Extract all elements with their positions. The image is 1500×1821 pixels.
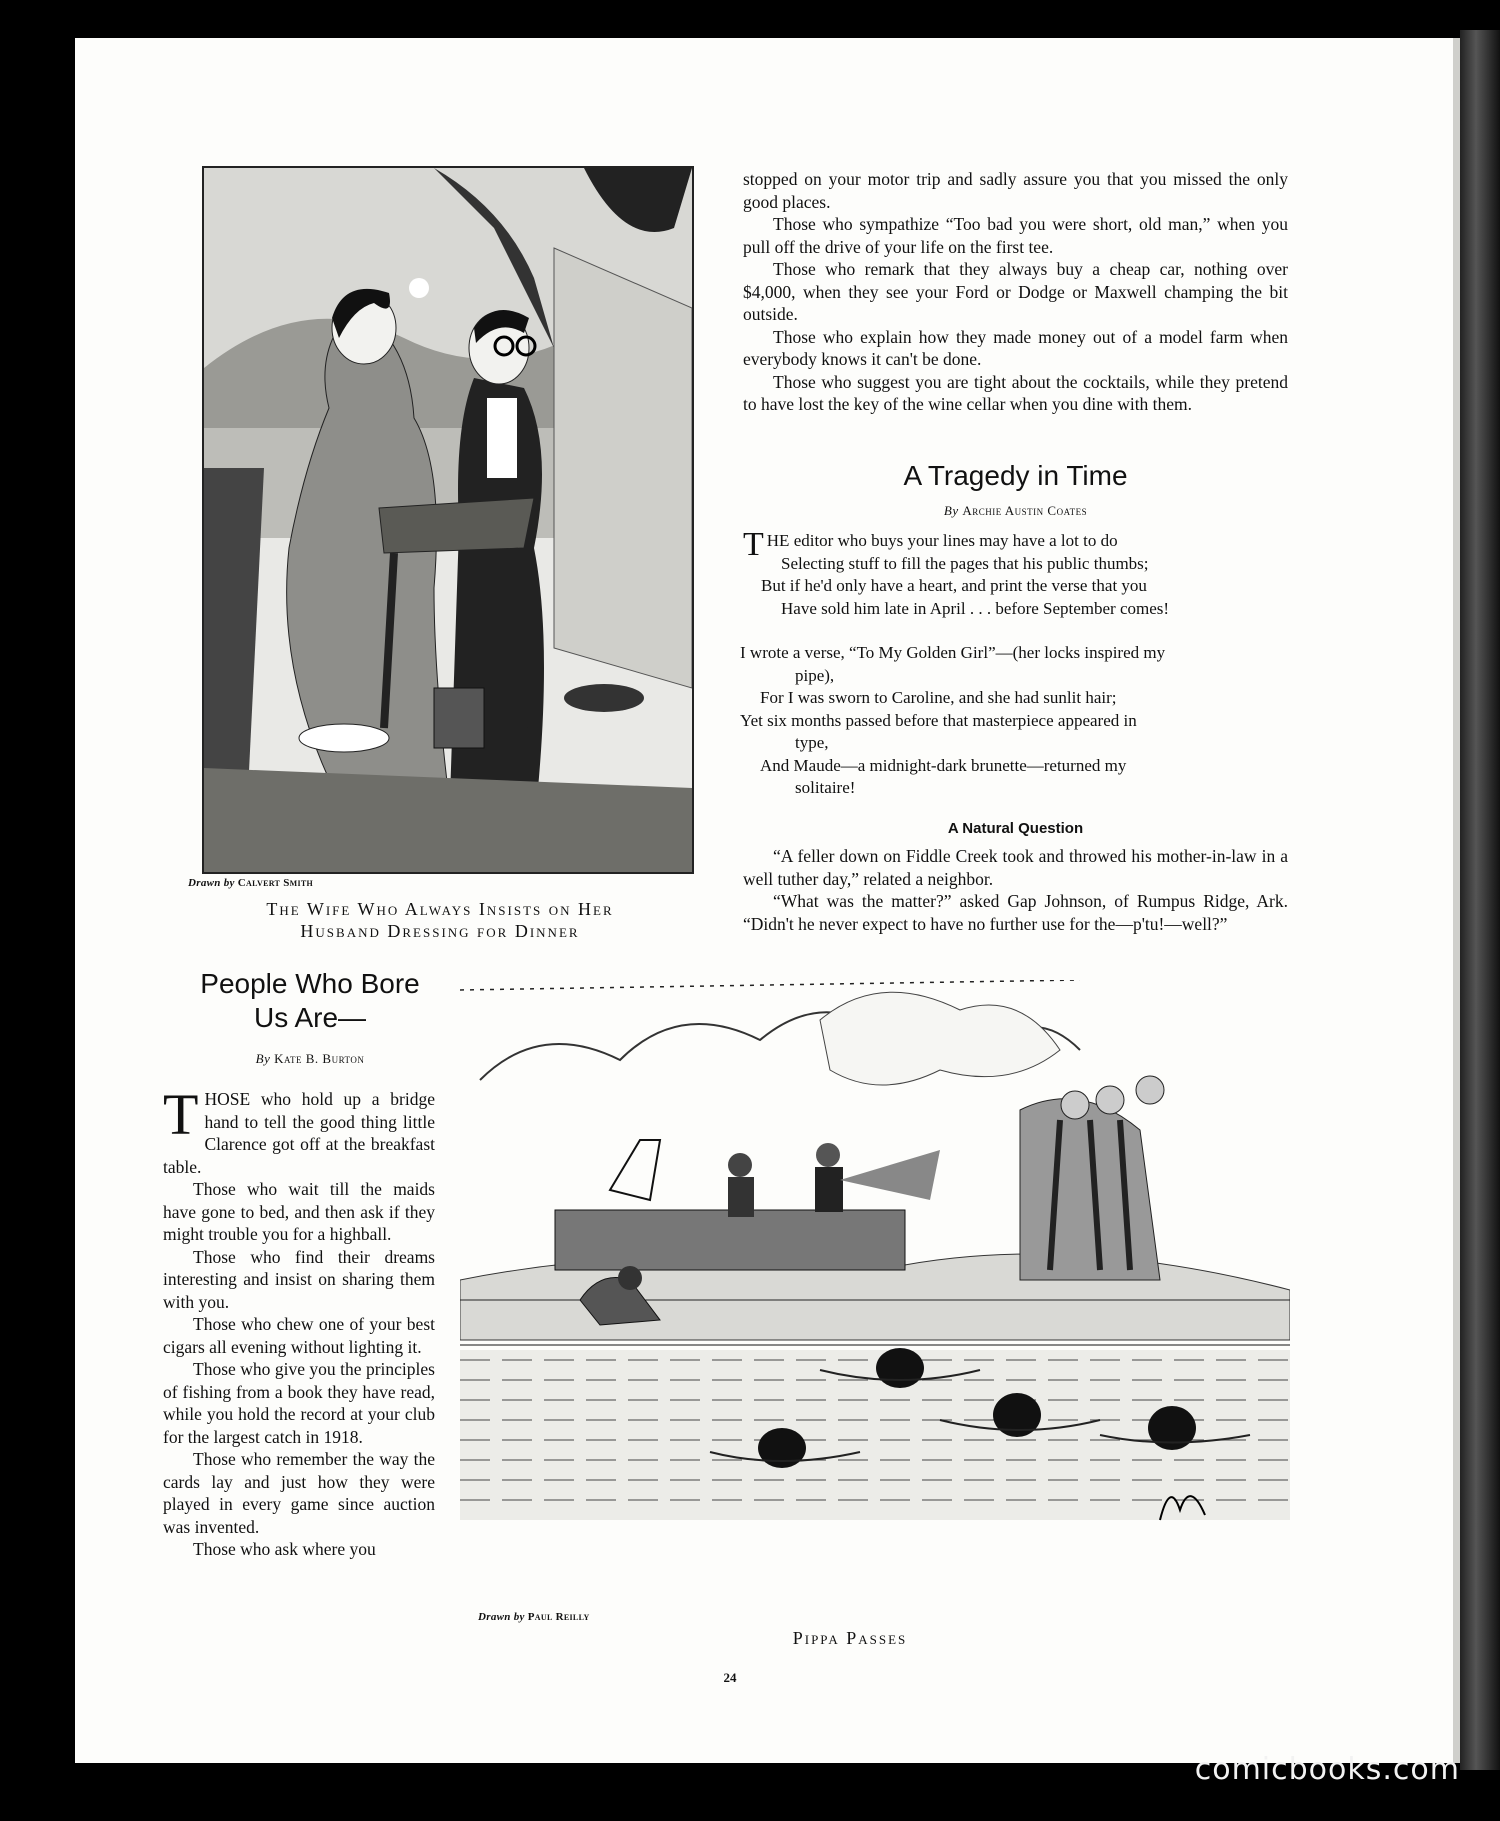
poem-line: And Maude—a midnight-dark brunette—returned my: [760, 755, 1127, 775]
paragraph: Those who give you the principles of fishing from a book they have read, while you hold the record at your club for the largest catch in 1918.: [163, 1359, 435, 1447]
caption-line-2: Husband Dressing for Dinner: [300, 921, 580, 941]
caption-line-1: The Wife Who Always Insists on Her: [266, 899, 614, 919]
credit-artist-name: Calvert Smith: [237, 877, 314, 889]
article-body-people-who-bore: [163, 1082, 435, 1561]
caption-pippa-passes: [700, 1627, 1000, 1649]
poem-line: solitaire!: [795, 778, 856, 797]
drop-cap: T: [163, 1082, 199, 1147]
poem-line: But if he'd only have a heart, and print the verse that you: [761, 576, 1147, 595]
poem-line: type,: [795, 733, 829, 752]
poem-line: pipe),: [795, 665, 835, 685]
paragraph: stopped on your motor trip and sadly assure you that you missed the only good places.: [743, 169, 1288, 212]
article-title-people-who-bore: [160, 967, 460, 1035]
paragraph: Those who wait till the maids have gone to bed, and then ask if they might trouble you for a highball.: [163, 1179, 435, 1244]
byline-kate-burton: [160, 1051, 460, 1067]
joke-title-natural-question: [743, 820, 1288, 837]
illustration-pippa-passes: [460, 980, 1290, 1590]
byline-author: Archie Austin Coates: [962, 503, 1088, 518]
poem-line: Yet six months passed before that masterpiece appeared in: [740, 710, 1137, 730]
paragraph: “A feller down on Fiddle Creek took and throwed his mother-in-law in a well tuther day,” related a neighbor.: [743, 846, 1288, 889]
paragraph: Those who remark that they always buy a cheap car, nothing over $4,000, when they see your Ford or Dodge or Maxwell champing the bit outside.: [743, 259, 1288, 324]
byline-author: Kate B. Burton: [274, 1051, 365, 1066]
poem-byline: [743, 503, 1288, 519]
credit-prefix: Drawn by: [188, 877, 235, 889]
poem-line-text: HE editor who buys your lines may have a lot to do: [766, 531, 1118, 550]
book-spine: [1460, 30, 1500, 1770]
credit-prefix: Drawn by: [478, 1611, 525, 1623]
credit-calvert-smith: [188, 877, 488, 889]
paragraph: Those who chew one of your best cigars all evening without lighting it.: [163, 1314, 435, 1357]
paragraph: Those who remember the way the cards lay and just how they were played in every game since auction was invented.: [163, 1449, 435, 1537]
joke-body: [743, 845, 1288, 935]
poem-line: I wrote a verse, “To My Golden Girl”—(her locks inspired my: [740, 643, 1166, 662]
poem-line: Selecting stuff to fill the pages that his public thumbs;: [781, 553, 1149, 573]
poem-title-text: A Tragedy in Time: [903, 460, 1128, 491]
poem-stanza-1: [743, 526, 1303, 620]
paragraph: Those who sympathize “Too bad you were short, old man,” when you pull off the drive of your life on the first tee.: [743, 214, 1288, 257]
lead-text: HOSE who hold up a bridge hand to tell the good thing little Clarence got off at the breakfast table.: [163, 1089, 435, 1177]
byline-prefix: By: [943, 503, 959, 518]
paragraph: Those who suggest you are tight about the cocktails, while they pretend to have lost the key of the wine cellar when you dine with them.: [743, 371, 1288, 414]
poem-drop-cap: T: [743, 526, 764, 563]
pippa-scene-drawing: [460, 980, 1290, 1590]
joke-title-text: A Natural Question: [947, 820, 1084, 837]
paragraph: Those who ask where you: [193, 1539, 376, 1559]
paragraph: Those who find their dreams interesting and insist on sharing them with you.: [163, 1246, 435, 1312]
paragraph: Those who explain how they made money out of a model farm when everybody knows it can't be done.: [743, 326, 1288, 369]
title-line-2: Us Are—: [253, 1002, 367, 1033]
credit-paul-reilly: [478, 1611, 718, 1623]
caption-text: Pippa Passes: [792, 1628, 908, 1648]
page-number-text: 24: [723, 1670, 737, 1685]
caption-wife-dinner: [190, 898, 690, 942]
paragraph: “What was the matter?” asked Gap Johnson, of Rumpus Ridge, Ark. “Didn't he never expect to have no further use for the—p'tu!—well?”: [743, 891, 1288, 934]
poem-stanza-2: [740, 642, 1290, 800]
poem-title-tragedy-in-time: [743, 459, 1288, 493]
dinner-scene-drawing: [204, 168, 692, 872]
title-line-1: People Who Bore: [200, 968, 420, 999]
illustration-dinner-couple: [202, 166, 694, 874]
article-continued: [743, 168, 1288, 416]
watermark-text: comicbooks.com: [1194, 1752, 1460, 1787]
page-number: [700, 1670, 760, 1686]
credit-artist-name: Paul Reilly: [527, 1611, 590, 1623]
byline-prefix: By: [255, 1051, 271, 1066]
lead-paragraph: [163, 1082, 435, 1178]
poem-line: For I was sworn to Caroline, and she had sunlit hair;: [760, 688, 1117, 707]
site-watermark: [1195, 1752, 1460, 1787]
poem-line: Have sold him late in April . . . before September comes!: [781, 598, 1170, 618]
